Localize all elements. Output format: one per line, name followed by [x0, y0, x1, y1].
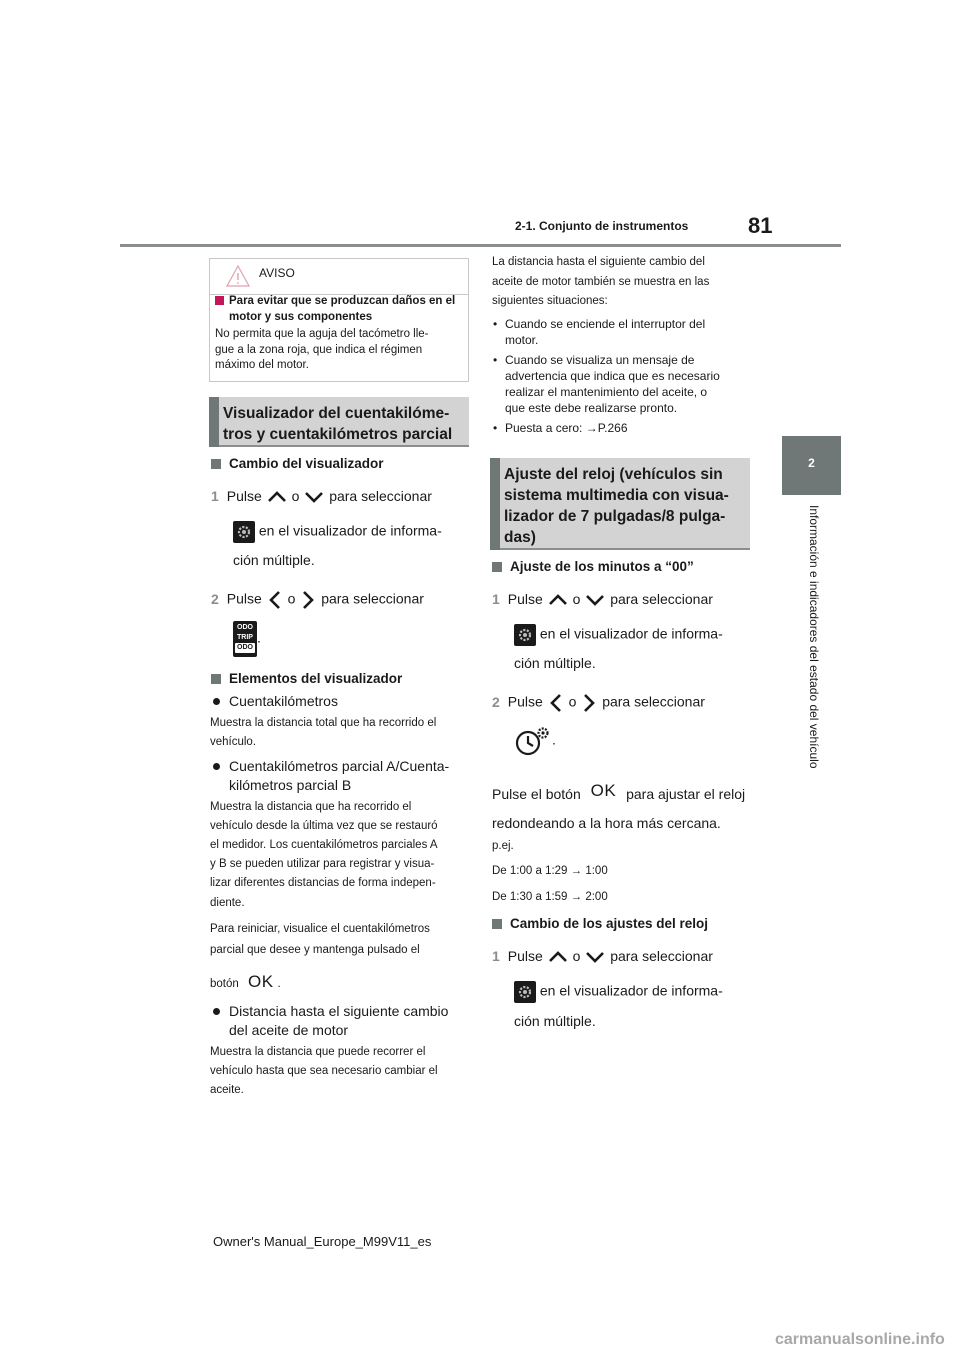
trip-desc-3: el medidor. Los cuentakilómetros parciales A — [210, 839, 438, 851]
intro-line-1: La distancia hasta el siguiente cambio del — [492, 256, 705, 268]
chevron-left-icon — [547, 692, 565, 714]
trip-desc-2: vehículo desde la última vez que se restauró — [210, 820, 438, 832]
bullet-oil-change-line2: del aceite de motor — [229, 1022, 349, 1038]
section-heading-odometer: Visualizador del cuentakilóme- tros y cuentakilómetros parcial — [209, 397, 469, 447]
warning-text: No permita que la aguja del tacómetro lle- gue a la zona roja, que indica el régimen máximo del motor. — [215, 328, 429, 371]
example-label: p.ej. — [492, 840, 514, 852]
warning-triangle-icon — [225, 264, 251, 288]
warning-square-icon — [215, 296, 224, 305]
chevron-left-icon — [266, 589, 284, 611]
right-step3-line3: ción múltiple. — [514, 1013, 596, 1029]
example-2: De 1:30 a 1:59 → 2:00 — [492, 891, 608, 903]
chevron-right-icon — [299, 589, 317, 611]
example-1: De 1:00 a 1:29 → 1:00 — [492, 865, 608, 877]
odo-trip-icon: ODO TRIP ODO — [233, 621, 257, 657]
settings-gear-icon — [514, 981, 536, 1003]
clock-settings-icon — [514, 724, 552, 758]
bullet-trip-meter: Cuentakilómetros parcial A/Cuenta- — [211, 758, 449, 774]
right-step2-line1: 2 Pulse o para seleccionar — [492, 692, 705, 714]
right-step1-line1: 1 Pulse o para seleccionar — [492, 591, 713, 607]
bullet-oil-change: Distancia hasta el siguiente cambio — [211, 1003, 448, 1019]
warning-box — [209, 258, 469, 382]
chevron-down-icon — [303, 490, 325, 504]
page-number: 81 — [748, 213, 773, 238]
warning-header — [210, 259, 468, 295]
subheading-change-display: Cambio del visualizador — [211, 456, 384, 471]
dot-item-reset-ref[interactable]: • Puesta a cero: →P.266 — [491, 420, 628, 436]
settings-gear-icon — [233, 521, 255, 543]
chevron-down-icon — [584, 593, 606, 607]
right-step3-line2: en el visualizador de informa- — [514, 981, 723, 1003]
ok-instruction-line1: Pulse el botón OK para ajustar el reloj — [492, 781, 746, 802]
intro-line-2: aceite de motor también se muestra en las — [492, 276, 710, 288]
section-heading-clock: Ajuste del reloj (vehículos sin sistema multimedia con visua- lizador de 7 pulgadas/8 pulga- das) — [490, 458, 750, 550]
oil-desc-3: aceite. — [210, 1084, 244, 1096]
watermark: carmanualsonline.info — [775, 1331, 945, 1348]
footer-manual-id: Owner's Manual_Europe_M99V11_es — [213, 1234, 432, 1249]
chapter-label: Información e indicadores del estado del vehículo — [807, 505, 821, 769]
dot-item-engine-on: • Cuando se enciende el interruptor del motor. — [491, 316, 705, 348]
left-step2-line1: 2 Pulse o para seleccionar — [211, 589, 424, 611]
right-step2-line2: . — [514, 724, 556, 758]
oil-desc-2: vehículo hasta que sea necesario cambiar el — [210, 1065, 438, 1077]
right-step1-line2: en el visualizador de informa- — [514, 624, 723, 646]
header-section-title: 2-1. Conjunto de instrumentos — [515, 219, 689, 233]
subheading-minutes-00: Ajuste de los minutos a “00” — [492, 559, 694, 574]
odometer-desc-1: Muestra la distancia total que ha recorrido el — [210, 717, 437, 729]
ok-button-icon: OK — [590, 781, 617, 800]
left-step1-line3: ción múltiple. — [233, 552, 315, 568]
intro-line-3: siguientes situaciones: — [492, 295, 608, 307]
right-step3-line1: 1 Pulse o para seleccionar — [492, 948, 713, 964]
left-step1-line1: 1 Pulse o para seleccionar — [211, 488, 432, 504]
ok-button-icon: OK — [247, 972, 274, 991]
settings-gear-icon — [514, 624, 536, 646]
chevron-right-icon — [580, 692, 598, 714]
ok-instruction-line2: redondeando a la hora más cercana. — [492, 815, 721, 831]
chevron-up-icon — [547, 950, 569, 964]
trip-desc-5: lizar diferentes distancias de forma indepen- — [210, 877, 436, 889]
chevron-up-icon — [547, 593, 569, 607]
chevron-down-icon — [584, 950, 606, 964]
left-step1-line2: en el visualizador de informa- — [233, 521, 442, 543]
bullet-trip-meter-line2: kilómetros parcial B — [229, 777, 352, 793]
trip-desc-6: diente. — [210, 897, 245, 909]
odometer-desc-2: vehículo. — [210, 736, 257, 748]
chapter-tab: 2 — [782, 436, 841, 495]
reset-line-2: parcial que desee y mantenga pulsado el — [210, 944, 420, 956]
warning-title: Para evitar que se produzcan daños en el motor y sus componentes — [215, 293, 465, 325]
reset-line-1: Para reiniciar, visualice el cuentakilómetros — [210, 923, 430, 935]
warning-label: AVISO — [259, 266, 295, 280]
trip-desc-1: Muestra la distancia que ha recorrido el — [210, 801, 412, 813]
bullet-odometer: Cuentakilómetros — [211, 693, 338, 709]
right-step1-line3: ción múltiple. — [514, 655, 596, 671]
trip-desc-4: y B se pueden utilizar para registrar y visua- — [210, 858, 435, 870]
dot-item-warning-msg: • Cuando se visualiza un mensaje de advertencia que indica que es necesario realizar el mantenimiento del aceite, o que este debe realizarse pronto. — [491, 352, 720, 416]
chevron-up-icon — [266, 490, 288, 504]
oil-desc-1: Muestra la distancia que puede recorrer el — [210, 1046, 426, 1058]
subheading-clock-settings: Cambio de los ajustes del reloj — [492, 916, 708, 931]
left-step2-line2: ODO TRIP ODO . — [233, 621, 261, 657]
reset-line-3: botón OK . — [210, 972, 281, 991]
subheading-display-items: Elementos del visualizador — [211, 671, 402, 686]
header-rule — [120, 244, 841, 247]
